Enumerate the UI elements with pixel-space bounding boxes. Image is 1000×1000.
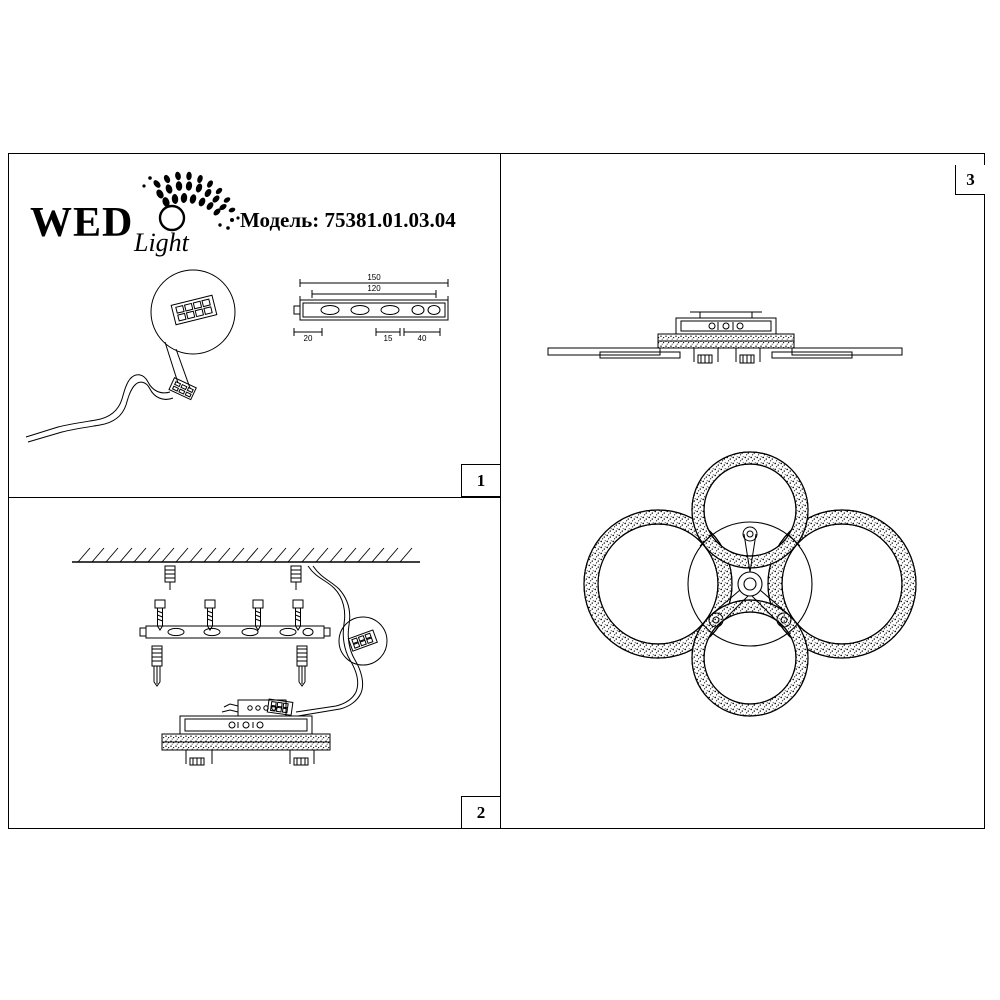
frame-horizontal-divider bbox=[8, 497, 501, 498]
model-number: 75381.01.03.04 bbox=[324, 208, 456, 232]
dim-bracket-right-b: 40 bbox=[417, 334, 427, 343]
logo-script-word: Light bbox=[134, 228, 189, 257]
dim-bracket-inner: 120 bbox=[367, 284, 381, 293]
step-badge-2: 2 bbox=[461, 796, 501, 829]
model-line bbox=[240, 208, 456, 233]
step-badge-3: 3 bbox=[955, 165, 985, 195]
logo-wordmark: WED bbox=[30, 200, 134, 246]
dim-bracket-right-a: 15 bbox=[383, 334, 393, 343]
brand-logo bbox=[22, 168, 252, 263]
step-badge-1: 1 bbox=[461, 464, 501, 497]
dim-bracket-left: 20 bbox=[303, 334, 313, 343]
dim-bracket-total: 150 bbox=[367, 273, 381, 282]
model-label: Модель: bbox=[240, 208, 320, 232]
logo-burst-icon bbox=[120, 168, 250, 236]
